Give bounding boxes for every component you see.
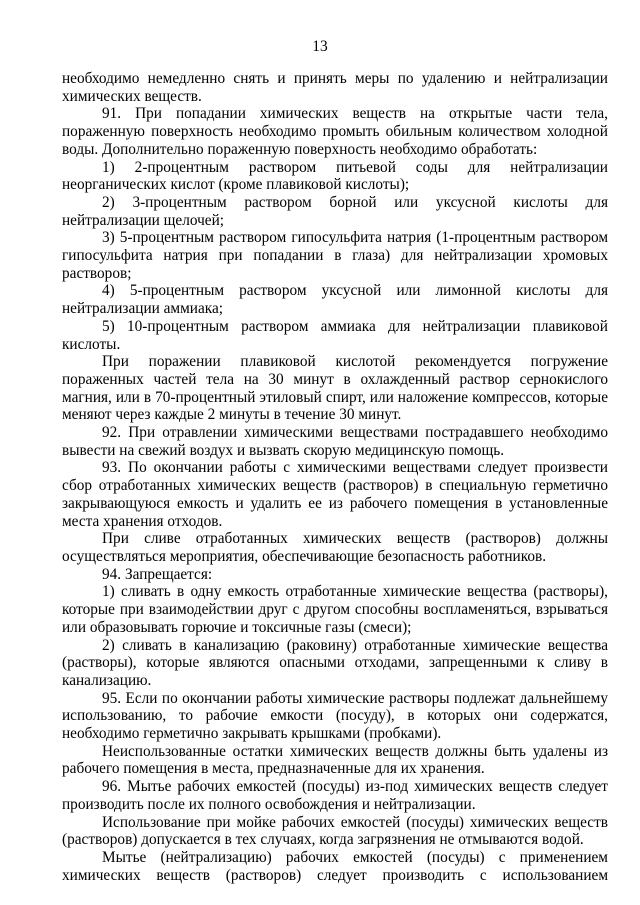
paragraph: При поражении плавиковой кислотой рекомендуется погружение пораженных частей тела на 30 минут в охлажденный раствор сернокислого магния, или в 70-процентный этиловый спирт, или наложение компрессов, которые меняют через каждые 2 минуты в течение 30 минут. <box>62 353 608 424</box>
paragraph: Использование при мойке рабочих емкостей (посуды) химических веществ (растворов) допускается в тех случаях, когда загрязнения не отмываются водой. <box>62 813 608 849</box>
paragraph: При сливе отработанных химических веществ (растворов) должны осуществляться мероприятия, обеспечивающие безопасность работников. <box>62 530 608 565</box>
paragraph: необходимо немедленно снять и принять меры по удалению и нейтрализации химических веществ. <box>62 70 608 105</box>
paragraph: 95. Если по окончании работы химические растворы подлежат дальнейшему использованию, то рабочие емкости (посуду), в которых они содержатся, необходимо герметично закрывать крышками (пробками). <box>62 689 608 743</box>
list-item: 3) 5-процентным раствором гипосульфита натрия (1-процентным раствором гипосульфита натрия при попадании в глаза) для нейтрализации хромовых растворов; <box>62 229 608 282</box>
paragraph: 92. При отравлении химическими веществами пострадавшего необходимо вывести на свежий воздух и вызвать скорую медицинскую помощь. <box>62 424 608 459</box>
page-number: 13 <box>312 38 328 55</box>
paragraph: 93. По окончании работы с химическими веществами следует произвести сбор отработанных химических веществ (растворов) в специальную герметично закрывающуюся емкость и удалить ее из рабочего помещения в установленные места хранения отходов. <box>62 459 608 530</box>
paragraph: Мытье (нейтрализацию) рабочих емкостей (посуды) с применением химических веществ (растворов) следует производить с использованием <box>62 848 608 884</box>
list-item: 4) 5-процентным раствором уксусной или лимонной кислоты для нейтрализации аммиака; <box>62 282 608 318</box>
list-item: 2) 3-процентным раствором борной или уксусной кислоты для нейтрализации щелочей; <box>62 193 608 229</box>
paragraph: 94. Запрещается: <box>102 565 213 583</box>
list-item: 1) 2-процентным раствором питьевой соды для нейтрализации неорганических кислот (кроме плавиковой кислоты); <box>62 158 608 194</box>
list-item: 1) сливать в одну емкость отработанные химические вещества (растворы), которые при взаимодействии друг с другом способны воспламеняться, взрываться или образовывать горючие и токсичные газы (смеси); <box>62 583 608 636</box>
paragraph: 96. Мытье рабочих емкостей (посуды) из-под химических веществ следует производить после их полного освобождения и нейтрализации. <box>62 778 608 813</box>
paragraph: Неиспользованные остатки химических веществ должны быть удалены из рабочего помещения в места, предназначенные для их хранения. <box>62 742 608 778</box>
paragraph: 91. При попадании химических веществ на открытые части тела, пораженную поверхность необходимо промыть обильным количеством холодной воды. Дополнительно пораженную поверхность необходимо обработать: <box>62 105 608 158</box>
list-item: 5) 10-процентным раствором аммиака для нейтрализации плавиковой кислоты. <box>62 317 608 353</box>
list-item: 2) сливать в канализацию (раковину) отработанные химические вещества (растворы), которые являются опасными отходами, запрещенными к сливу в канализацию. <box>62 636 608 689</box>
document-body <box>62 70 608 884</box>
